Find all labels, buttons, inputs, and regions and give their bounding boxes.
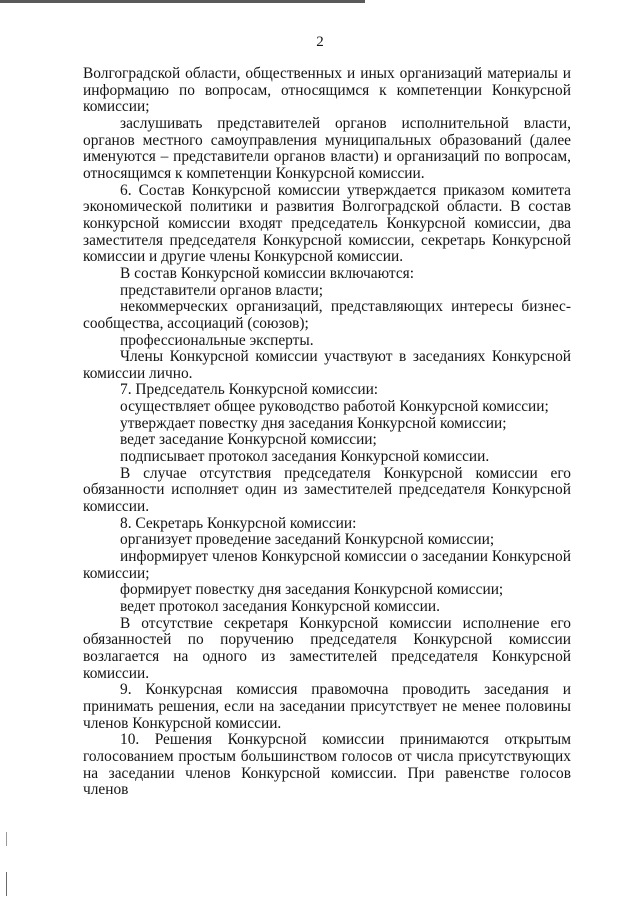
section-heading: 8. Секретарь Конкурсной комиссии: xyxy=(120,514,357,532)
paragraph: Члены Конкурсной комиссии участвуют в заседаниях Конкурсной комиссии лично. xyxy=(83,348,571,382)
section-heading: 7. Председатель Конкурсной комиссии: xyxy=(120,381,379,399)
list-item: формирует повестку дня заседания Конкурсной комиссии; xyxy=(120,581,504,599)
list-item: ведет протокол заседания Конкурсной комиссии. xyxy=(120,598,440,615)
paragraph: 9. Конкурсная комиссия правомочна проводить заседания и принимать решения, если на заседании присутствует не менее половины членов Конкурсной комиссии. xyxy=(83,681,571,732)
page-number: 2 xyxy=(316,34,324,50)
scan-edge-mark xyxy=(6,832,7,846)
list-item: профессиональные эксперты. xyxy=(120,331,314,349)
list-item: ведет заседание Конкурсной комиссии; xyxy=(120,431,377,449)
list-item: подписывает протокол заседания Конкурсной комиссии. xyxy=(120,448,490,466)
list-item: представители органов власти; xyxy=(120,281,324,299)
paragraph: заслушивать представителей органов исполнительной власти, органов местного самоуправления муниципальных образований (далее именуются – представители органов власти) и организаций по вопросам, относящимся к компетенции Конкурсной комиссии. xyxy=(83,114,571,182)
paragraph: В отсутствие секретаря Конкурсной комиссии исполнение его обязанностей по поручению председателя Конкурсной комиссии возлагается на одного из заместителей председателя Конкурсной комиссии. xyxy=(83,614,571,682)
scan-edge-mark xyxy=(6,872,7,896)
paragraph: Волгоградской области, общественных и иных организаций материалы и информацию по вопросам, относящимся к компетенции Конкурсной комиссии; xyxy=(83,65,571,116)
paragraph: 6. Состав Конкурсной комиссии утверждается приказом комитета экономической политики и развития Волгоградской области. В состав конкурсной комиссии входят председатель Конкурсной комиссии, два заместителя председателя Конкурсной комиссии, секретарь Конкурсной комиссии и другие члены Конкурсной комиссии. xyxy=(83,181,571,266)
list-item: организует проведение заседаний Конкурсной комиссии; xyxy=(120,531,495,549)
list-item: некоммерческих организаций, представляющих интересы бизнес-сообщества, ассоциаций (союзов); xyxy=(83,298,571,332)
list-item: информирует членов Конкурсной комиссии о заседании Конкурсной комиссии; xyxy=(83,548,571,582)
list-item: осуществляет общее руководство работой Конкурсной комиссии; xyxy=(120,398,549,416)
paragraph: В состав Конкурсной комиссии включаются: xyxy=(120,264,414,282)
list-item: утверждает повестку дня заседания Конкурсной комиссии; xyxy=(120,414,507,432)
document-body xyxy=(83,66,571,799)
paragraph: В случае отсутствия председателя Конкурсной комиссии его обязанности исполняет один из заместителей председателя Конкурсной комиссии. xyxy=(83,464,571,516)
paragraph: 10. Решения Конкурсной комиссии принимаются открытым голосованием простым большинством голосов от числа присутствующих на заседании членов Конкурсной комиссии. При равенстве голосов членов xyxy=(83,731,571,799)
scan-top-edge-line xyxy=(0,0,365,3)
